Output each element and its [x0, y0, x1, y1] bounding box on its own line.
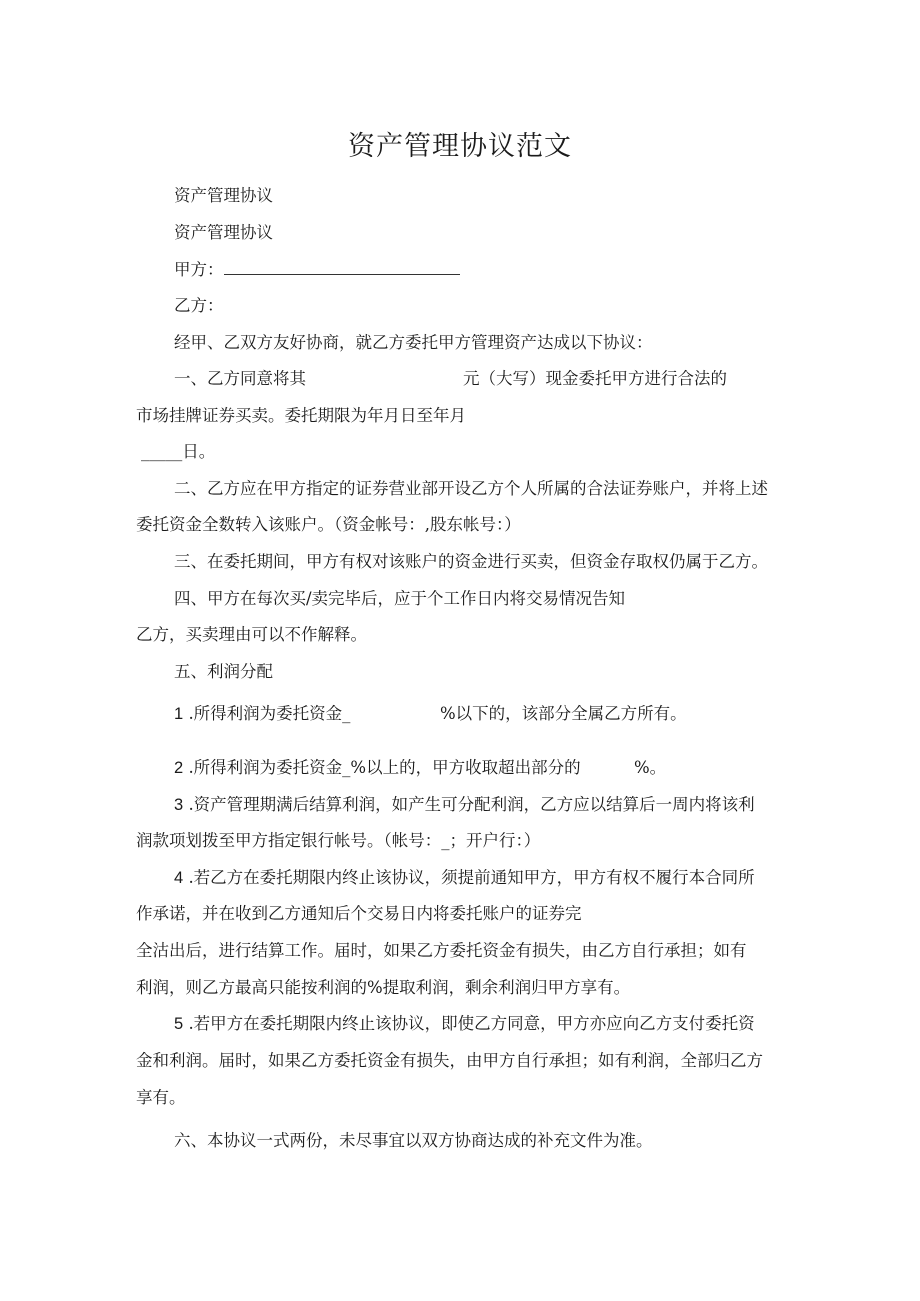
item-3-number: 3	[174, 796, 184, 814]
item-1-number: 1	[174, 705, 184, 723]
item-1-text-b: %以下的，该部分全属乙方所有。	[440, 704, 687, 723]
item-2-line	[174, 757, 581, 779]
item-5-line-2: 金和利润。届时，如果乙方委托资金有损失，由甲方自行承担；如有利润，全部归乙方	[136, 1051, 763, 1070]
item-4-line-2: 作承诺，并在收到乙方通知后个交易日内将委托账户的证券完	[136, 904, 582, 923]
party-a-blank	[224, 258, 460, 275]
clause-2-line-2: 委托资金全数转入该账户。（资金帐号：,股东帐号：）	[136, 515, 521, 534]
item-5-number: 5	[174, 1015, 184, 1033]
item-1-text-a: .所得利润为委托资金_	[188, 704, 351, 723]
clause-1-line-3: _____日。	[141, 442, 216, 461]
page-title: 资产管理协议范文	[348, 131, 572, 162]
party-a-label: 甲方：	[174, 260, 224, 279]
heading-2: 资产管理协议	[174, 223, 273, 242]
clause-1-line-1b: 元（大写）现金委托甲方进行合法的	[463, 369, 727, 388]
clause-2-line-1: 二、乙方应在甲方指定的证券营业部开设乙方个人所属的合法证券账户，并将上述	[174, 479, 768, 498]
item-5-line-3: 享有。	[136, 1088, 186, 1107]
item-4-line-4: 利润，则乙方最高只能按利润的%提取利润，剩余利润归甲方享有。	[136, 978, 631, 997]
clause-4-line-2: 乙方，买卖理由可以不作解释。	[136, 625, 367, 644]
clause-1-line-2: 市场挂牌证券买卖。委托期限为年月日至年月	[136, 406, 466, 425]
item-4-line-3: 全沽出后，进行结算工作。届时，如果乙方委托资金有损失，由乙方自行承担；如有	[136, 941, 747, 960]
item-1-line	[174, 703, 350, 725]
item-3-text-a: .资产管理期满后结算利润，如产生可分配利润，乙方应以结算后一周内将该利	[188, 795, 755, 814]
item-3-line-2: 润款项划拨至甲方指定银行帐号。（帐号：_；开户行：）	[136, 831, 541, 850]
clause-6: 六、本协议一式两份，未尽事宜以双方协商达成的补充文件为准。	[174, 1131, 653, 1150]
item-2-text-a: .所得利润为委托资金_%以上的，甲方收取超出部分的	[188, 758, 581, 777]
clause-5-title: 五、利润分配	[174, 662, 273, 681]
item-5-line-1	[174, 1013, 755, 1035]
item-4-text-a: .若乙方在委托期限内终止该协议，须提前通知甲方，甲方有权不履行本合同所	[188, 868, 755, 887]
intro-paragraph: 经甲、乙双方友好协商，就乙方委托甲方管理资产达成以下协议：	[174, 333, 653, 352]
item-2-number: 2	[174, 759, 184, 777]
clause-3: 三、在委托期间，甲方有权对该账户的资金进行买卖，但资金存取权仍属于乙方。	[174, 552, 768, 571]
party-b-label: 乙方：	[174, 296, 224, 315]
item-4-line-1	[174, 867, 755, 889]
item-5-text-a: .若甲方在委托期限内终止该协议，即使乙方同意，甲方亦应向乙方支付委托资	[188, 1014, 755, 1033]
clause-4-line-1: 四、甲方在每次买/卖完毕后，应于个工作日内将交易情况告知	[174, 589, 626, 608]
item-4-number: 4	[174, 869, 184, 887]
clause-1-line-1a: 一、乙方同意将其	[174, 369, 306, 388]
heading-1: 资产管理协议	[174, 186, 273, 205]
item-2-text-b: %。	[634, 758, 667, 777]
item-3-line-1	[174, 794, 755, 816]
party-a-line	[174, 258, 460, 281]
